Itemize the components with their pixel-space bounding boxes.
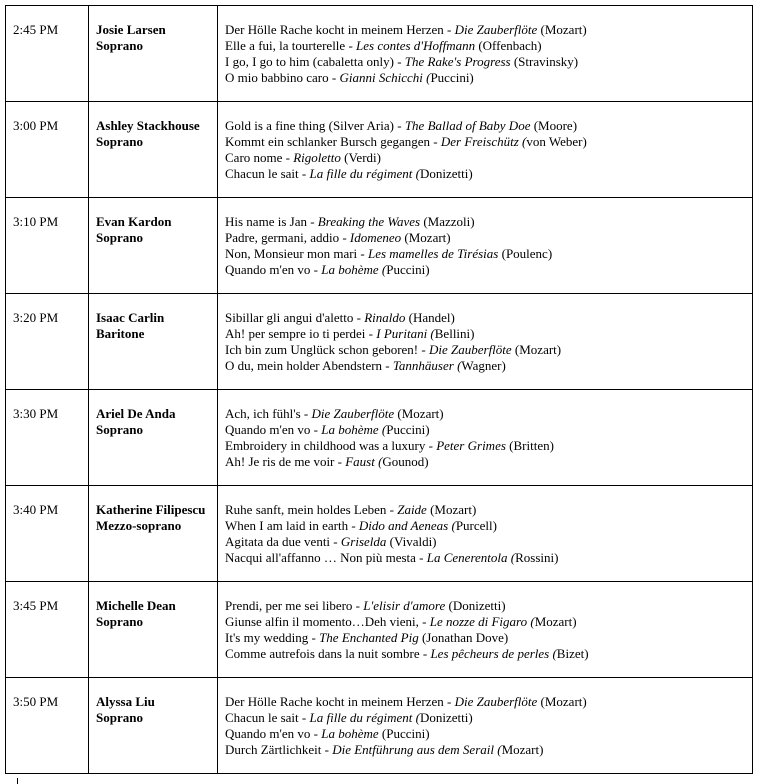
composer-name: von Weber) — [526, 134, 587, 149]
repertoire-cell — [218, 486, 753, 582]
aria-title: O du, mein holder Abendstern - — [225, 358, 393, 373]
opera-title: Der Freischütz ( — [440, 134, 527, 149]
aria-title: Agitata da due venti - — [225, 534, 341, 549]
page-edge-mark — [17, 778, 18, 784]
aria-title: Sibillar gli angui d'aletto - — [225, 310, 365, 325]
performer-name: Katherine Filipescu — [96, 502, 206, 517]
aria-title: It's my wedding - — [225, 630, 320, 645]
schedule-row — [6, 390, 753, 486]
opera-title: La bohème — [321, 726, 379, 741]
opera-title: Die Entführung aus dem Serail ( — [332, 742, 502, 757]
time-cell — [6, 102, 89, 198]
composer-name: Bizet) — [556, 646, 589, 661]
composer-name: Mozart) — [501, 742, 544, 757]
composer-name: Mozart) — [534, 614, 577, 629]
composer-name: (Mozart) — [401, 230, 451, 245]
opera-title: Die Zauberflöte — [454, 694, 538, 709]
repertoire-cell — [218, 6, 753, 102]
repertoire-list — [218, 678, 752, 758]
repertoire-cell — [218, 678, 753, 774]
aria-title: I go, I go to him (cabaletta only) - — [225, 54, 405, 69]
schedule-row — [6, 102, 753, 198]
composer-name: (Britten) — [505, 438, 554, 453]
voice-type: Soprano — [96, 230, 143, 245]
repertoire-cell — [218, 198, 753, 294]
schedule-row — [6, 486, 753, 582]
time-cell — [6, 390, 89, 486]
aria-line — [225, 358, 752, 374]
composer-name: Puccini) — [430, 70, 474, 85]
opera-title: Griselda — [340, 534, 387, 549]
aria-title: Durch Zärtlichkeit - — [225, 742, 333, 757]
aria-title: Chacun le sait - — [225, 710, 310, 725]
performer-cell — [89, 198, 218, 294]
opera-title: Idomeneo — [349, 230, 402, 245]
opera-title: Dido and Aeneas ( — [358, 518, 456, 533]
aria-title: Quando m'en vo - — [225, 422, 322, 437]
repertoire-list — [218, 294, 752, 374]
composer-name: (Moore) — [530, 118, 578, 133]
performer-name: Evan Kardon — [96, 214, 172, 229]
aria-line — [225, 118, 752, 134]
opera-title: Les pêcheurs de perles ( — [430, 646, 557, 661]
time-cell — [6, 678, 89, 774]
composer-name: (Mozart) — [537, 22, 587, 37]
aria-line — [225, 438, 752, 454]
aria-title: Giunse alfin il momento…Deh vieni, - — [225, 614, 430, 629]
aria-title: Quando m'en vo - — [225, 726, 322, 741]
opera-title: The Rake's Progress — [404, 54, 511, 69]
time-cell — [6, 6, 89, 102]
performer-cell — [89, 390, 218, 486]
recital-schedule-table — [5, 5, 753, 774]
aria-line — [225, 54, 752, 70]
performer-block — [89, 390, 217, 438]
voice-type: Soprano — [96, 422, 143, 437]
aria-line — [225, 134, 752, 150]
voice-type: Soprano — [96, 134, 143, 149]
opera-title: Peter Grimes — [436, 438, 506, 453]
aria-title: O mio babbino caro - — [225, 70, 340, 85]
time-text: 3:00 PM — [13, 118, 59, 133]
composer-name: (Vivaldi) — [386, 534, 437, 549]
aria-line — [225, 710, 752, 726]
performer-name: Isaac Carlin — [96, 310, 165, 325]
composer-name: (Stravinsky) — [510, 54, 579, 69]
opera-title: Faust ( — [345, 454, 383, 469]
opera-title: La fille du régiment ( — [309, 710, 420, 725]
performer-block — [89, 198, 217, 246]
composer-name: Donizetti) — [419, 166, 473, 181]
aria-line — [225, 326, 752, 342]
aria-line — [225, 342, 752, 358]
opera-title: Zaide — [397, 502, 427, 517]
aria-title: Ich bin zum Unglück schon geboren! - — [225, 342, 429, 357]
aria-line — [225, 38, 752, 54]
composer-name: (Donizetti) — [445, 598, 506, 613]
time-cell — [6, 294, 89, 390]
performer-cell — [89, 582, 218, 678]
aria-title: Comme autrefois dans la nuit sombre - — [225, 646, 431, 661]
performer-cell — [89, 102, 218, 198]
performer-name: Ariel De Anda — [96, 406, 176, 421]
performer-block — [89, 294, 217, 342]
performer-block — [89, 102, 217, 150]
time-text: 3:30 PM — [13, 406, 59, 421]
composer-name: (Poulenc) — [498, 246, 553, 261]
aria-line — [225, 262, 752, 278]
schedule-body — [6, 6, 753, 774]
opera-title: Die Zauberflöte — [454, 22, 538, 37]
performer-block — [89, 6, 217, 54]
repertoire-list — [218, 390, 752, 470]
opera-title: La bohème ( — [321, 422, 387, 437]
aria-title: His name is Jan - — [225, 214, 318, 229]
schedule-row — [6, 582, 753, 678]
time-cell — [6, 582, 89, 678]
voice-type: Baritone — [96, 326, 145, 341]
aria-title: Elle a fui, la tourterelle - — [225, 38, 357, 53]
aria-line — [225, 742, 752, 758]
aria-title: Ah! Je ris de me voir - — [225, 454, 346, 469]
aria-title: Nacqui all'affanno … Non più mesta - — [225, 550, 427, 565]
repertoire-list — [218, 6, 752, 86]
opera-title: The Enchanted Pig — [319, 630, 419, 645]
composer-name: Gounod) — [382, 454, 429, 469]
voice-type: Soprano — [96, 38, 143, 53]
schedule-row — [6, 294, 753, 390]
aria-line — [225, 406, 752, 422]
aria-line — [225, 454, 752, 470]
time-cell — [6, 198, 89, 294]
repertoire-list — [218, 102, 752, 182]
opera-title: Les mamelles de Tirésias — [367, 246, 499, 261]
aria-line — [225, 214, 752, 230]
repertoire-list — [218, 486, 752, 566]
time-text: 3:10 PM — [13, 214, 59, 229]
time-cell — [6, 486, 89, 582]
schedule-row — [6, 198, 753, 294]
aria-line — [225, 230, 752, 246]
aria-title: Gold is a fine thing (Silver Aria) - — [225, 118, 405, 133]
opera-title: Le nozze di Figaro ( — [429, 614, 535, 629]
aria-title: Der Hölle Rache kocht in meinem Herzen - — [225, 22, 455, 37]
composer-name: Rossini) — [515, 550, 559, 565]
aria-line — [225, 550, 752, 566]
aria-title: Ruhe sanft, mein holdes Leben - — [225, 502, 398, 517]
performer-cell — [89, 294, 218, 390]
composer-name: (Verdi) — [340, 150, 381, 165]
aria-line — [225, 166, 752, 182]
composer-name: Wagner) — [461, 358, 506, 373]
aria-title: Ach, ich fühl's - — [225, 406, 312, 421]
time-text: 3:20 PM — [13, 310, 59, 325]
schedule-row — [6, 6, 753, 102]
time-text: 3:45 PM — [13, 598, 59, 613]
aria-line — [225, 630, 752, 646]
aria-title: Ah! per sempre io ti perdei - — [225, 326, 377, 341]
opera-title: Gianni Schicchi ( — [339, 70, 431, 85]
aria-title: Padre, germani, addio - — [225, 230, 350, 245]
aria-title: Prendi, per me sei libero - — [225, 598, 364, 613]
composer-name: (Handel) — [405, 310, 455, 325]
opera-title: Rinaldo — [364, 310, 406, 325]
aria-line — [225, 22, 752, 38]
performer-name: Alyssa Liu — [96, 694, 155, 709]
opera-title: I Puritani ( — [376, 326, 435, 341]
performer-block — [89, 582, 217, 630]
composer-name: Purcell) — [455, 518, 497, 533]
aria-line — [225, 646, 752, 662]
opera-title: La bohème ( — [321, 262, 387, 277]
aria-line — [225, 150, 752, 166]
composer-name: (Mazzoli) — [420, 214, 475, 229]
composer-name: (Puccini) — [378, 726, 430, 741]
composer-name: (Jonathan Dove) — [418, 630, 509, 645]
opera-title: Rigoletto — [293, 150, 341, 165]
aria-line — [225, 518, 752, 534]
aria-title: Quando m'en vo - — [225, 262, 322, 277]
composer-name: Puccini) — [386, 262, 430, 277]
opera-title: Die Zauberflöte — [428, 342, 512, 357]
time-text: 3:40 PM — [13, 502, 59, 517]
opera-title: Les contes d'Hoffmann — [356, 38, 476, 53]
performer-name: Ashley Stackhouse — [96, 118, 200, 133]
aria-title: Der Hölle Rache kocht in meinem Herzen - — [225, 694, 455, 709]
composer-name: (Mozart) — [511, 342, 562, 357]
opera-title: Die Zauberflöte — [311, 406, 395, 421]
opera-title: Tannhäuser ( — [392, 358, 462, 373]
performer-cell — [89, 6, 218, 102]
aria-line — [225, 70, 752, 86]
aria-title: Embroidery in childhood was a luxury - — [225, 438, 437, 453]
aria-title: Chacun le sait - — [225, 166, 310, 181]
aria-line — [225, 246, 752, 262]
opera-title: La Cenerentola ( — [426, 550, 516, 565]
aria-line — [225, 614, 752, 630]
aria-line — [225, 502, 752, 518]
opera-title: L'elisir d'amore — [363, 598, 446, 613]
time-text: 2:45 PM — [13, 22, 59, 37]
opera-title: The Ballad of Baby Doe — [404, 118, 531, 133]
composer-name: Donizetti) — [419, 710, 473, 725]
aria-title: When I am laid in earth - — [225, 518, 359, 533]
composer-name: (Mozart) — [394, 406, 444, 421]
voice-type: Soprano — [96, 614, 143, 629]
composer-name: Bellini) — [434, 326, 475, 341]
opera-title: La fille du régiment ( — [309, 166, 420, 181]
performer-block — [89, 678, 217, 726]
composer-name: Puccini) — [386, 422, 430, 437]
repertoire-cell — [218, 294, 753, 390]
composer-name: (Mozart) — [537, 694, 587, 709]
performer-block — [89, 486, 217, 534]
opera-title: Breaking the Waves — [317, 214, 421, 229]
aria-title: Non, Monsieur mon mari - — [225, 246, 368, 261]
aria-line — [225, 694, 752, 710]
performer-name: Michelle Dean — [96, 598, 176, 613]
aria-line — [225, 310, 752, 326]
composer-name: (Offenbach) — [475, 38, 542, 53]
time-text: 3:50 PM — [13, 694, 59, 709]
performer-cell — [89, 678, 218, 774]
voice-type: Soprano — [96, 710, 143, 725]
aria-title: Kommt ein schlanker Bursch gegangen - — [225, 134, 441, 149]
repertoire-list — [218, 198, 752, 278]
aria-line — [225, 598, 752, 614]
aria-line — [225, 726, 752, 742]
aria-title: Caro nome - — [225, 150, 294, 165]
repertoire-cell — [218, 582, 753, 678]
voice-type: Mezzo-soprano — [96, 518, 182, 533]
aria-line — [225, 422, 752, 438]
repertoire-cell — [218, 102, 753, 198]
aria-line — [225, 534, 752, 550]
performer-cell — [89, 486, 218, 582]
schedule-row — [6, 678, 753, 774]
composer-name: (Mozart) — [426, 502, 477, 517]
repertoire-cell — [218, 390, 753, 486]
performer-name: Josie Larsen — [96, 22, 166, 37]
repertoire-list — [218, 582, 752, 662]
